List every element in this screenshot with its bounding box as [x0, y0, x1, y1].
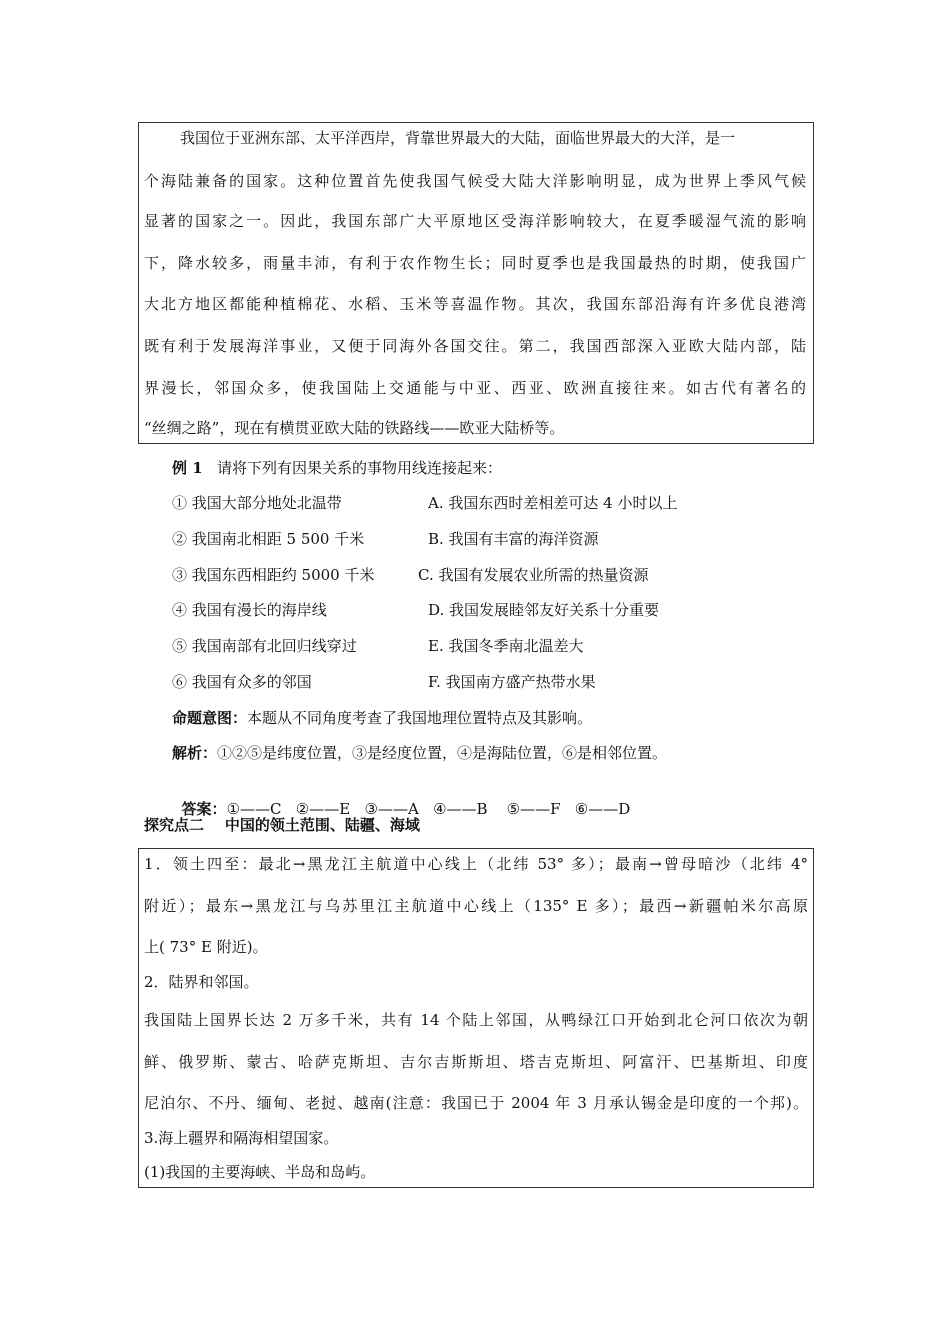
territory-line: (1)我国的主要海峡、半岛和岛屿。	[144, 1163, 376, 1181]
passage-line: 显著的国家之一。因此，我国东部广大平原地区受海洋影响较大，在夏季暖湿气流的影响	[144, 212, 806, 230]
left-item: ② 我国南北相距 5 500 千米	[172, 530, 365, 548]
left-item: ① 我国大部分地处北温带	[172, 494, 342, 512]
territory-line: 附近）；最东→黑龙江与乌苏里江主航道中心线上（135° E 多）；最西→新疆帕米尔高原	[144, 897, 808, 915]
intent-text: 本题从不同角度考查了我国地理位置特点及其影响。	[247, 709, 593, 727]
territory-line: 我国陆上国界长达 2 万多千米，共有 14 个陆上邻国，从鸭绿江口开始到北仑河口依次为朝	[144, 1011, 808, 1029]
passage-line: “丝绸之路”，现在有横贯亚欧大陆的铁路线——欧亚大陆桥等。	[144, 419, 565, 437]
answer-label: 答案：	[181, 800, 227, 818]
territory-line: 上( 73° E 附近)。	[144, 938, 268, 956]
left-item: ⑥ 我国有众多的邻国	[172, 673, 312, 691]
intent-line	[172, 708, 592, 728]
section-heading: 探究点二 中国的领土范围、陆疆、海域	[144, 816, 420, 834]
analysis-label: 解析：	[172, 744, 218, 762]
left-item: ⑤ 我国南部有北回归线穿过	[172, 637, 357, 655]
passage-line: 个海陆兼备的国家。这种位置首先使我国气候受大陆大洋影响明显，成为世界上季风气候	[144, 172, 806, 190]
left-item: ③ 我国东西相距约 5000 千米	[172, 566, 375, 584]
right-item: C. 我国有发展农业所需的热量资源	[418, 566, 649, 584]
passage-line: 既有利于发展海洋事业，又便于同海外各国交往。第二，我国西部深入亚欧大陆内部，陆	[144, 337, 806, 355]
answer-line	[172, 779, 630, 819]
passage-line: 界漫长，邻国众多，使我国陆上交通能与中亚、西亚、欧洲直接往来。如古代有著名的	[144, 379, 806, 397]
right-item: B. 我国有丰富的海洋资源	[428, 530, 599, 548]
example-label: 例 1	[172, 459, 203, 477]
analysis-line	[172, 743, 667, 763]
left-item: ④ 我国有漫长的海岸线	[172, 601, 327, 619]
example-question-text: 请将下列有因果关系的事物用线连接起来：	[216, 459, 502, 477]
analysis-text: ①②⑤是纬度位置，③是经度位置，④是海陆位置，⑥是相邻位置。	[217, 744, 668, 762]
territory-line: 2．陆界和邻国。	[144, 973, 259, 991]
right-item: E. 我国冬季南北温差大	[428, 637, 584, 655]
territory-line: 鲜、俄罗斯、蒙古、哈萨克斯坦、吉尔吉斯斯坦、塔吉克斯坦、阿富汗、巴基斯坦、印度	[144, 1053, 808, 1071]
right-item: D. 我国发展睦邻友好关系十分重要	[428, 601, 660, 619]
passage-line: 我国位于亚洲东部、太平洋西岸，背靠世界最大的大陆，面临世界最大的大洋，是一	[180, 129, 736, 147]
example-question	[172, 458, 502, 478]
intent-label: 命题意图：	[172, 709, 248, 727]
territory-line: 尼泊尔、不丹、缅甸、老挝、越南(注意：我国已于 2004 年 3 月承认锡金是印度的一个邦)。	[144, 1094, 808, 1112]
passage-line: 下，降水较多，雨量丰沛，有利于农作物生长；同时夏季也是我国最热的时期，使我国广	[144, 254, 806, 272]
answer-text: ①——C ②——E ③——A ④——B ⑤——F ⑥——D	[226, 800, 631, 818]
right-item: A. 我国东西时差相差可达 4 小时以上	[428, 494, 678, 512]
passage-line: 大北方地区都能种植棉花、水稻、玉米等喜温作物。其次，我国东部沿海有许多优良港湾	[144, 295, 806, 313]
territory-line: 3.海上疆界和隔海相望国家。	[144, 1129, 339, 1147]
right-item: F. 我国南方盛产热带水果	[428, 673, 596, 691]
territory-line: 1．领土四至：最北→黑龙江主航道中心线上（北纬 53° 多）；最南→曾母暗沙（北纬 4°	[144, 855, 808, 873]
